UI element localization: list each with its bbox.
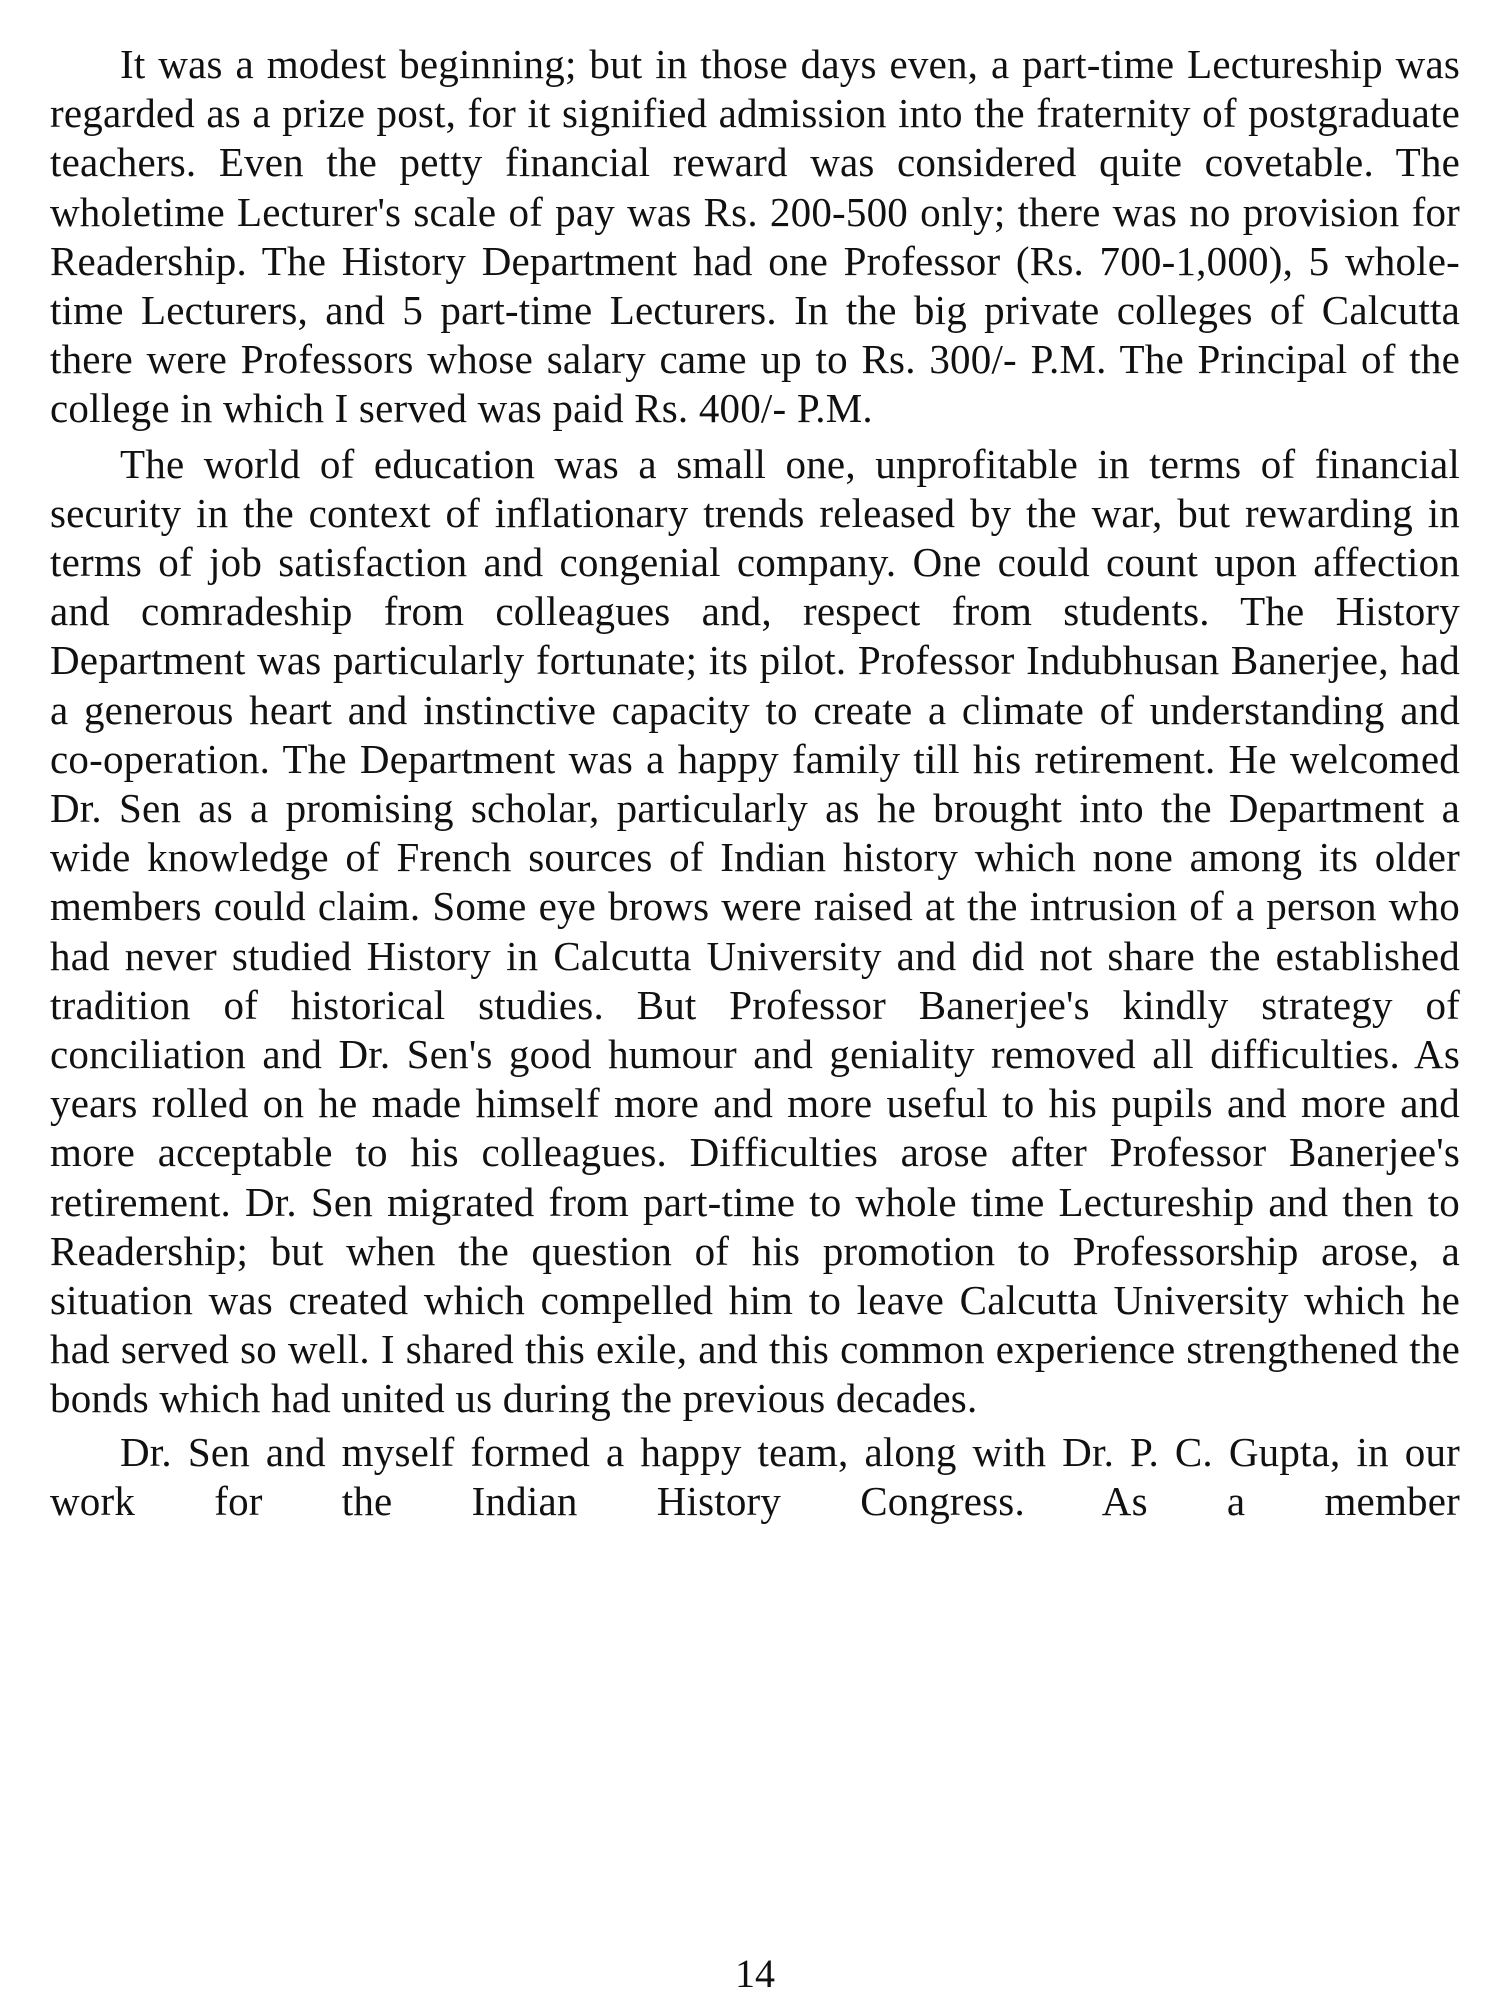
paragraph-2: The world of education was a small one, unprofitable in terms of financial security in the context of inflationary trends released by the war, but rewarding in terms of job satisfaction and congenial company. One could count upon affection and comradeship from colleagues and, respect from students. The History Department was particularly fortunate; its pilot. Professor Indubhusan Banerjee, had a generous heart and instinctive capacity to create a climate of understanding and co-operation. The Department was a happy family till his retirement. He welcomed Dr. Sen as a promising scholar, particularly as he brought into the Department a wide knowledge of French sources of Indian history which none among its older members could claim. Some eye brows were raised at the intrusion of a person who had never studied History in Calcutta University and did not share the established tradition of historical studies. But Professor Banerjee's kindly strategy of conciliation and Dr. Sen's good humour and geniality removed all difficulties. As years rolled on he made himself more and more useful to his pupils and more and more acceptable to his colleagues. Difficulties arose after Professor Banerjee's retirement. Dr. Sen migrated from part-time to whole time Lectureship and then to Readership; but when the question of his promotion to Professorship arose, a situation was created which compelled him to leave Calcutta University which he had served so well. I shared this exile, and this common experience strengthened the bonds which had united us during the previous decades. — [50, 440, 1460, 1422]
document-page — [50, 40, 1460, 1996]
paragraph-3: Dr. Sen and myself formed a happy team, along with Dr. P. C. Gupta, in our work for the Indian History Congress. As a member — [50, 1428, 1460, 1524]
paragraph-1: It was a modest beginning; but in those days even, a part-time Lectureship was regarded as a prize post, for it signified admission into the fraternity of postgraduate teachers. Even the petty financial reward was considered quite covetable. The wholetime Lecturer's scale of pay was Rs. 200-500 only; there was no provision for Readership. The History Department had one Professor (Rs. 700-1,000), 5 whole-time Lecturers, and 5 part-time Lecturers. In the big private colleges of Calcutta there were Professors whose salary came up to Rs. 300/- P.M. The Principal of the college in which I served was paid Rs. 400/- P.M. — [50, 41, 1460, 432]
page-number: 14 — [735, 1951, 775, 1996]
